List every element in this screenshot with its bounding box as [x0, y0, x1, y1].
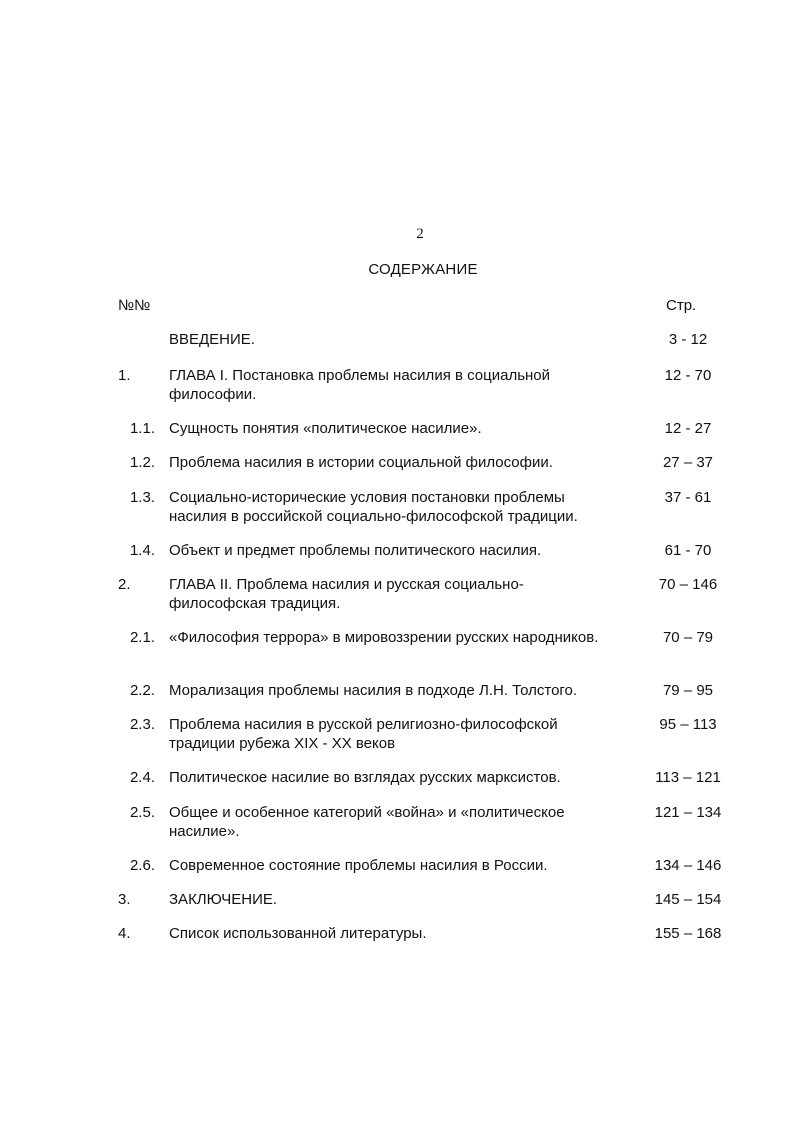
toc-entry-number: 2.1.: [129, 629, 155, 646]
toc-entry-number: 1.1.: [129, 420, 155, 437]
toc-entry-pages: 113 – 121: [655, 769, 721, 786]
toc-entry-pages: 61 - 70: [664, 542, 712, 559]
toc-entry-title: Политическое насилие во взглядах русских марксистов.: [169, 769, 561, 786]
toc-entry-number: 2.3.: [129, 716, 155, 733]
toc-entry-number: 2.5.: [129, 804, 155, 821]
toc-entry-pages: 95 – 113: [659, 716, 717, 733]
toc-entry-title: Проблема насилия в русской религиозно-философской традиции рубежа XIX - XX веков: [169, 716, 558, 752]
toc-entry-pages: 145 – 154: [654, 891, 722, 908]
toc-entry-title: ГЛАВА I. Постановка проблемы насилия в социальной философии.: [169, 367, 551, 403]
toc-entry-pages: 70 – 146: [658, 576, 718, 593]
column-header-pages: Стр.: [666, 297, 697, 314]
toc-entry-title: ГЛАВА II. Проблема насилия и русская социально-философская традиция.: [169, 576, 524, 612]
toc-entry-number: 3.: [118, 891, 131, 908]
toc-entry-pages: 37 - 61: [664, 489, 712, 506]
toc-entry-title: ЗАКЛЮЧЕНИЕ.: [169, 891, 278, 908]
toc-entry-title: Социально-исторические условия постановки проблемы насилия в российской социально-философской традиции.: [169, 489, 578, 525]
column-header-number: №№: [118, 297, 151, 314]
toc-entry-title: «Философия террора» в мировоззрении русских народников.: [169, 629, 599, 646]
toc-entry-pages: 12 - 70: [664, 367, 712, 384]
toc-entry-pages: 70 – 79: [662, 629, 714, 646]
toc-entry-number: 1.3.: [129, 489, 155, 506]
toc-entry-number: 2.4.: [129, 769, 155, 786]
toc-entry-number: 2.: [118, 576, 131, 593]
toc-entry-pages: 121 – 134: [654, 804, 722, 821]
toc-entry-title: Современное состояние проблемы насилия в России.: [169, 857, 548, 874]
toc-entry-number: 2.6.: [129, 857, 155, 874]
toc-entry-pages: 155 – 168: [654, 925, 722, 942]
toc-entry-number: 1.2.: [129, 454, 155, 471]
toc-entry-number: 1.4.: [129, 542, 155, 559]
toc-entry-title: Список использованной литературы.: [169, 925, 427, 942]
page-title: СОДЕРЖАНИЕ: [368, 261, 478, 278]
toc-entry-title: Объект и предмет проблемы политического насилия.: [169, 542, 542, 559]
toc-entry-pages: 12 - 27: [664, 420, 712, 437]
toc-entry-pages: 27 – 37: [662, 454, 714, 471]
toc-entry-pages: 79 – 95: [662, 682, 714, 699]
toc-entry-number: 4.: [118, 925, 131, 942]
page-number: 2: [416, 226, 424, 242]
toc-entry-number: 1.: [118, 367, 131, 384]
toc-entry-number: 2.2.: [129, 682, 155, 699]
toc-entry-title: Общее и особенное категорий «война» и «политическое насилие».: [169, 804, 565, 840]
toc-entry-title: ВВЕДЕНИЕ.: [169, 331, 255, 348]
toc-entry-pages: 134 – 146: [654, 857, 722, 874]
toc-entry-title: Морализация проблемы насилия в подходе Л.Н. Толстого.: [169, 682, 578, 699]
toc-entry-pages: 3 - 12: [668, 331, 708, 348]
toc-entry-title: Проблема насилия в истории социальной философии.: [169, 454, 553, 471]
toc-entry-title: Сущность понятия «политическое насилие».: [169, 420, 482, 437]
